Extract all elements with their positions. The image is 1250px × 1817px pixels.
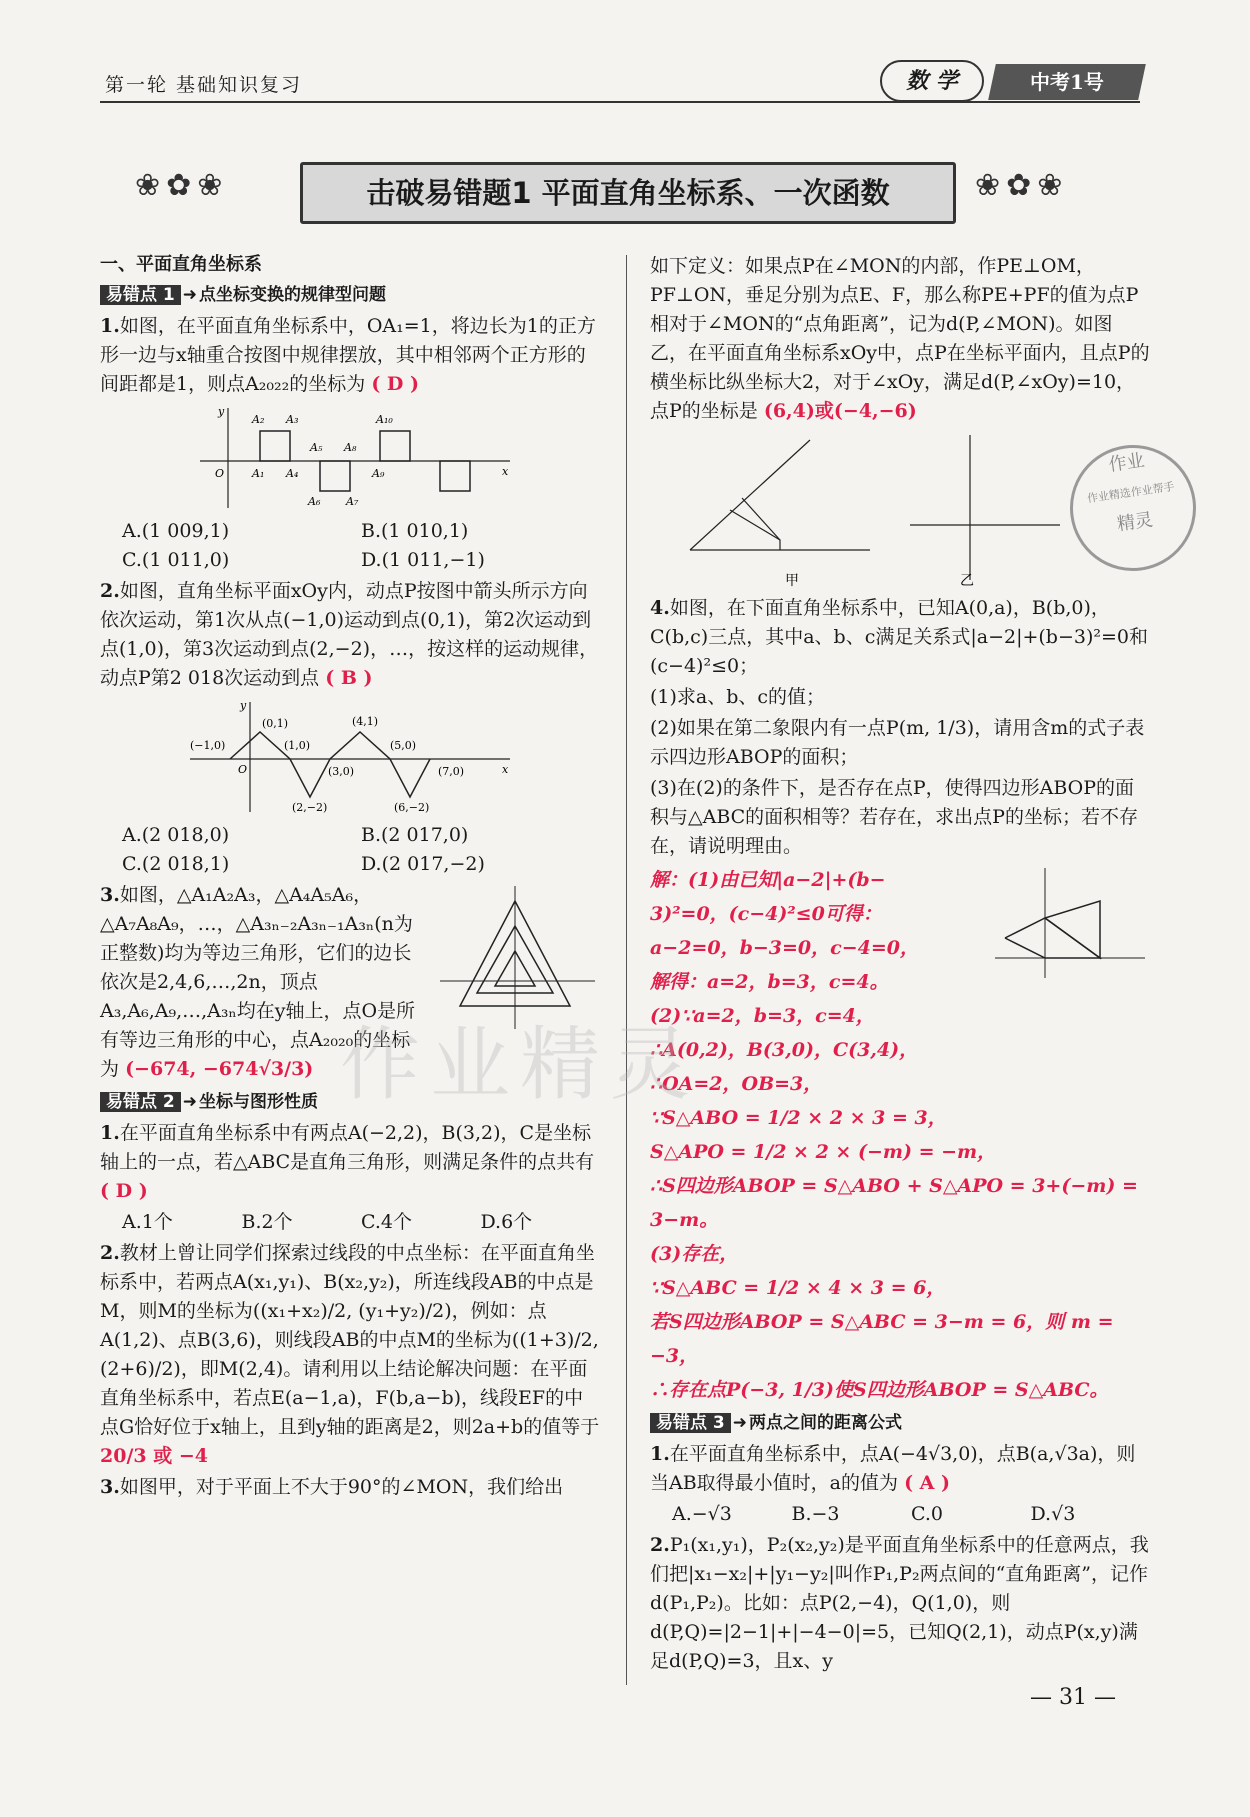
options (100, 821, 600, 879)
left-column (100, 250, 600, 1504)
answer: (−674, −674√3/3) (125, 1058, 314, 1080)
solution-line: 若S四边形ABOP = S△ABC = 3−m = 6，则 m = −3， (650, 1311, 1114, 1367)
fig-label: (2,−2) (292, 801, 328, 814)
question-number: 3. (100, 884, 120, 906)
question-7 (650, 594, 1150, 681)
solution-line: ∵S△ABC = 1/2 × 4 × 3 = 6， (650, 1277, 946, 1299)
answer: ( B ) (325, 667, 373, 689)
solution-line: 3)²=0，(c−4)²≤0可得： (650, 903, 882, 925)
question-number: 1. (650, 1443, 670, 1465)
error-tag (100, 281, 386, 310)
question-text: 教材上曾让同学们探索过线段的中点坐标：在平面直角坐标系中，若两点A(x₁,y₁)、B(x₂,y₂)，所连线段AB的中点是M，则M的坐标为((x₁+x₂)/2, (y₁+y₂)/2)，例如：点A(1,2)、点B(3,6)，则线段AB的中点M的坐标为((1+3)/2, (2+6)/2)，即M(2,4)。请利用以上结论解决问题：在平面直角坐标系中，若点E(a−1,a)，F(b,a−b)，线段EF的中点G恰好位于x轴上，且到y轴的距离是2，则2a+b的值等于 (100, 1242, 600, 1438)
solution-line: 解：(1)由已知|a−2|+(b− (650, 869, 886, 891)
section-title: 一、平面直角坐标系 (100, 254, 262, 275)
option: B.2个 (241, 1211, 293, 1233)
answer: (6,4)或(−4,−6) (763, 400, 917, 422)
question-text: 在平面直角坐标系中有两点A(−2,2)，B(3,2)，C是坐标轴上的一点，若△ABC是直角三角形，则满足条件的点共有 (100, 1122, 595, 1173)
fig-label: A₉ (372, 467, 385, 480)
question-2 (100, 577, 600, 693)
question-number: 2. (650, 1534, 670, 1556)
fig-label: A₅ (310, 441, 323, 454)
figure-abc (990, 863, 1150, 983)
header-chapter: 第一轮 基础知识复习 (105, 74, 303, 96)
column-divider (626, 255, 627, 1685)
watermark: 作业精灵 (340, 1018, 700, 1111)
question-6-continued (650, 252, 1150, 426)
fig-label: (0,1) (262, 717, 289, 730)
page-number: — 31 — (1030, 1685, 1116, 1710)
fig-label: (3,0) (328, 765, 355, 778)
fig-label: A₆ (308, 495, 321, 508)
flower-ornament-icon: ❀✿❀ (975, 168, 1069, 203)
question-text: 如图，△A₁A₂A₃，△A₄A₅A₆，△A₇A₈A₉，…，△A₃ₙ₋₂A₃ₙ₋₁A₃ₙ(n为正整数)均为等边三角形，它们的边长依次是2,4,6,…,2n，顶点A₃,A₆,A₉,…,A₃ₙ均在y轴上，点O是所有等边三角形的中心，点A₂₀₂₀的坐标为 (100, 884, 416, 1080)
question-part: (3)在(2)的条件下，是否存在点P，使得四边形ABOP的面积与△ABC的面积相等？若存在，求出点P的坐标；若不存在，请说明理由。 (650, 777, 1138, 857)
fig-label: x (502, 465, 509, 478)
brand-badge (988, 64, 1146, 100)
option: A.1个 (122, 1211, 173, 1233)
answer: ( D ) (100, 1180, 148, 1202)
stamp-line: 作业精选作业帮手 (1086, 480, 1176, 506)
fig-label: y (218, 405, 225, 418)
option: B.(2 017,0) (361, 824, 469, 846)
solution-line: S△APO = 1/2 × 2 × (−m) = −m， (650, 1141, 997, 1163)
option: C.(1 011,0) (122, 549, 230, 571)
option: A.(2 018,0) (122, 824, 230, 846)
option: C.0 (911, 1503, 943, 1525)
option: D.(2 017,−2) (361, 853, 485, 875)
fig-label: A₁ (252, 467, 265, 480)
question-text: 在平面直角坐标系中，点A(−4√3,0)，点B(a,√3a)，则当AB取得最小值时，a的值为 (650, 1443, 1136, 1494)
question-number: 4. (650, 597, 670, 619)
option: D.(1 011,−1) (361, 549, 485, 571)
question-4 (100, 1119, 600, 1206)
question-number: 2. (100, 580, 120, 602)
option: B.(1 010,1) (361, 520, 469, 542)
flower-ornament-icon: ❀✿❀ (135, 168, 229, 203)
fig-label: (4,1) (352, 715, 379, 728)
option: B.−3 (791, 1503, 840, 1525)
arrow-icon: ➜ (182, 1092, 197, 1112)
solution-line: 解得：a=2，b=3，c=4。 (650, 971, 889, 993)
question-number: 3. (100, 1476, 120, 1498)
fig-label: (5,0) (390, 739, 417, 752)
question-text: 如图，直角坐标平面xOy内，动点P按图中箭头所示方向依次运动，第1次从点(−1,0)运动到点(0,1)，第2次运动到点(1,0)，第3次运动到点(2,−2)，…，按这样的运动规律，动点P第2 018次运动到点 (100, 580, 599, 689)
question-text: 如图甲，对于平面上不大于90°的∠MON，我们给出 (119, 1476, 564, 1498)
solution-line: (2)∵a=2，b=3，c=4， (650, 1005, 875, 1027)
fig-label: A₂ (252, 413, 265, 426)
figure-squares (180, 403, 520, 513)
question-text: 如图，在平面直角坐标系中，OA₁=1，将边长为1的正方形一边与x轴重合按图中规律摆放，其中相邻两个正方形的间距都是1，则点A₂₀₂₂的坐标为 (100, 315, 596, 395)
error-tag (650, 1409, 902, 1438)
option: C.4个 (361, 1211, 412, 1233)
subject-badge: 数 学 (880, 60, 984, 102)
fig-label: y (240, 699, 247, 712)
arrow-icon: ➜ (182, 285, 197, 305)
fig-label: A₄ (286, 467, 299, 480)
solution-line: ∴OA=2，OB=3， (650, 1073, 823, 1095)
fig-label: A₈ (344, 441, 357, 454)
solution-line: (3)存在， (650, 1243, 739, 1265)
figure-zigzag-path (180, 697, 520, 817)
question-number: 1. (100, 1122, 120, 1144)
fig-label: A₇ (346, 495, 359, 508)
solution-line: ∴A(0,2)，B(3,0)，C(3,4)， (650, 1039, 919, 1061)
brand-text: 中考1号 (1030, 70, 1104, 94)
solution-line: ∴存在点P(−3, 1/3)使S四边形ABOP = S△ABC。 (650, 1379, 1109, 1401)
stamp-line: 精灵 (1115, 509, 1155, 536)
options (100, 517, 600, 575)
option: A.(1 009,1) (122, 520, 230, 542)
solution-line: a−2=0，b−3=0，c−4=0， (650, 937, 920, 959)
tag-text: 两点之间的距离公式 (749, 1413, 902, 1433)
tag-badge: 易错点 2 (100, 1092, 181, 1112)
fig-label: A₁₀ (376, 413, 393, 426)
question-text: 如下定义：如果点P在∠MON的内部，作PE⊥OM，PF⊥ON，垂足分别为点E、F，那么称PE+PF的值为点P相对于∠MON的“点角距离”，记为d(P,∠MON)。如图乙，在平面直角坐标系xOy中，点P在坐标平面内，且点P的横坐标比纵坐标大2，对于∠xOy，满足d(P,∠xOy)=10，点P的坐标是 (650, 255, 1150, 422)
fig-label: (−1,0) (190, 739, 226, 752)
question-text: 如图，在下面直角坐标系中，已知A(0,a)，B(b,0)，C(b,c)三点，其中a、b、c满足关系式|a−2|+(b−3)²=0和(c−4)²≤0； (650, 597, 1149, 677)
question-number: 1. (100, 315, 120, 337)
answer: ( D ) (371, 373, 420, 395)
option: D.6个 (480, 1211, 533, 1233)
question-part: (2)如果在第二象限内有一点P(m, 1/3)，请用含m的式子表示四边形ABOP的面积； (650, 717, 1145, 768)
question-number: 2. (100, 1242, 120, 1264)
solution-line: ∴S四边形ABOP = S△ABO + S△APO = 3+(−m) = 3−m。 (650, 1175, 1138, 1231)
header-divider (100, 101, 1140, 103)
fig-caption: 甲 (785, 573, 799, 589)
question-text: P₁(x₁,y₁)，P₂(x₂,y₂)是平面直角坐标系中的任意两点，我们把|x₁−x₂|+|y₁−y₂|叫作P₁,P₂两点间的“直角距离”，记作d(P₁,P₂)。比如：点P(2,−4)，Q(1,0)，则d(P,Q)=|2−1|+|−4−0|=5，已知Q(2,1)，动点P(x,y)满足d(P,Q)=3，且x、y (650, 1534, 1149, 1672)
option: A.−√3 (672, 1503, 732, 1525)
page-title: 击破易错题1 平面直角坐标系、一次函数 (300, 162, 956, 224)
answer: 20/3 或 −4 (100, 1445, 208, 1467)
fig-label: A₃ (286, 413, 299, 426)
question-1 (100, 312, 600, 399)
error-tag (100, 1088, 318, 1117)
fig-label: x (502, 763, 509, 776)
tag-text: 点坐标变换的规律型问题 (199, 285, 386, 305)
fig-label: O (215, 467, 225, 480)
question-5 (100, 1239, 600, 1471)
tag-text: 坐标与图形性质 (199, 1092, 318, 1112)
figure-angle-distance (670, 430, 1130, 590)
solution-line: ∵S△ABO = 1/2 × 2 × 3 = 3， (650, 1107, 947, 1129)
stamp-line: 作业 (1107, 450, 1146, 476)
arrow-icon: ➜ (732, 1413, 747, 1433)
option: C.(2 018,1) (122, 853, 230, 875)
tag-badge: 易错点 3 (650, 1413, 731, 1433)
question-6 (100, 1473, 600, 1502)
question-9 (650, 1531, 1150, 1676)
option: D.√3 (1030, 1503, 1076, 1525)
fig-caption: 乙 (960, 573, 974, 589)
answer: ( A ) (904, 1472, 951, 1494)
fig-label: O (238, 763, 248, 776)
fig-label: (7,0) (438, 765, 465, 778)
fig-label: (1,0) (284, 739, 311, 752)
options (650, 1500, 1150, 1529)
fig-label: (6,−2) (394, 801, 430, 814)
question-8 (650, 1440, 1150, 1498)
tag-badge: 易错点 1 (100, 285, 181, 305)
options (100, 1208, 600, 1237)
question-part: (1)求a、b、c的值； (650, 686, 826, 708)
